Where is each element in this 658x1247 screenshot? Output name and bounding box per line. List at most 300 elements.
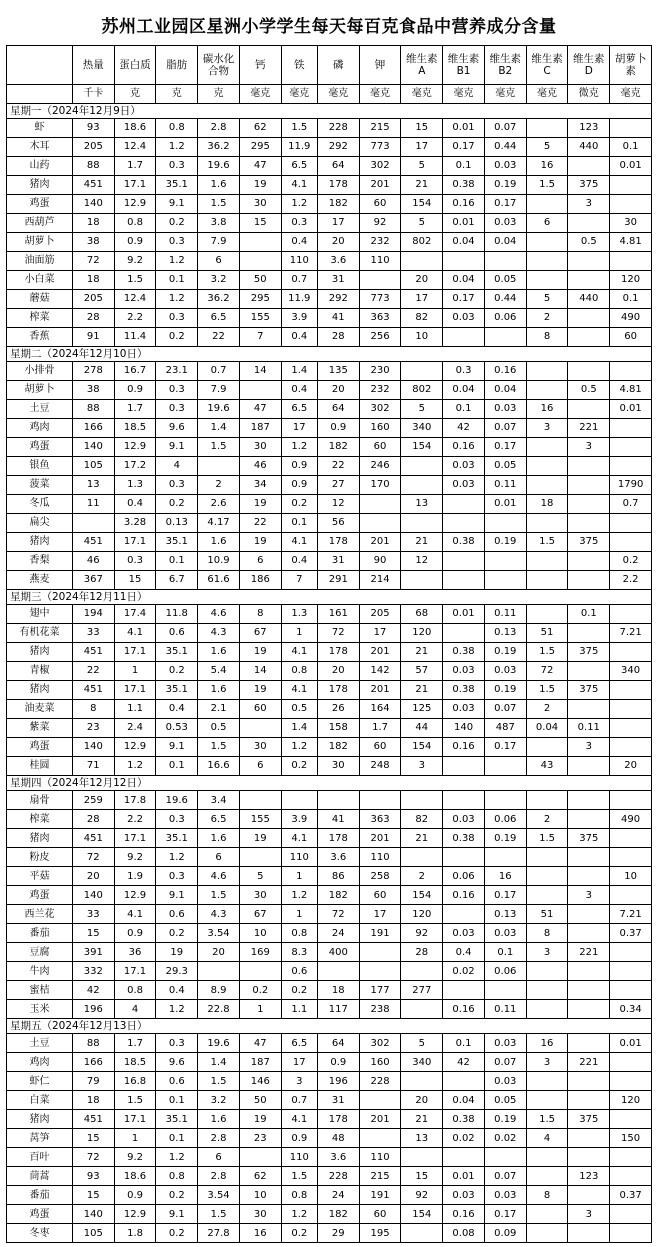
nutrient-value-cell: 391 — [72, 943, 114, 962]
nutrient-value-cell: 1.5 — [526, 681, 568, 700]
nutrient-value-cell: 17 — [401, 290, 443, 309]
nutrient-value-cell: 196 — [72, 1000, 114, 1019]
nutrient-value-cell: 215 — [359, 119, 401, 138]
day-group-label: 星期二（2024年12月10日） — [7, 347, 652, 362]
nutrient-value-cell: 451 — [72, 829, 114, 848]
nutrient-value-cell: 4.81 — [610, 381, 652, 400]
nutrient-value-cell: 164 — [359, 700, 401, 719]
nutrient-value-cell: 178 — [317, 681, 359, 700]
nutrient-value-cell: 3.6 — [317, 848, 359, 867]
nutrient-value-cell: 0.8 — [156, 119, 198, 138]
nutrient-value-cell — [359, 271, 401, 290]
header-cell-nutrient: 维生素D — [568, 46, 610, 85]
nutrient-value-cell — [239, 962, 281, 981]
header-cell-nutrient: 胡萝卜素 — [610, 46, 652, 85]
nutrient-value-cell: 9.1 — [156, 195, 198, 214]
nutrient-value-cell: 0.3 — [443, 362, 485, 381]
nutrient-value-cell: 0.03 — [443, 700, 485, 719]
nutrient-value-cell: 277 — [401, 981, 443, 1000]
nutrient-value-cell: 161 — [317, 605, 359, 624]
food-name-cell: 西葫芦 — [7, 214, 73, 233]
nutrient-value-cell: 9.1 — [156, 886, 198, 905]
nutrient-value-cell: 61.6 — [198, 571, 240, 590]
food-name-cell: 粉皮 — [7, 848, 73, 867]
nutrient-value-cell: 0.4 — [114, 495, 156, 514]
nutrient-value-cell — [443, 624, 485, 643]
nutrient-value-cell: 154 — [401, 886, 443, 905]
nutrient-value-cell: 0.9 — [317, 1053, 359, 1072]
nutrient-value-cell: 375 — [568, 176, 610, 195]
nutrient-value-cell: 0.9 — [114, 381, 156, 400]
nutrient-value-cell — [610, 438, 652, 457]
nutrient-value-cell: 0.19 — [484, 681, 526, 700]
nutrient-value-cell: 7.9 — [198, 233, 240, 252]
nutrient-value-cell — [443, 552, 485, 571]
nutrient-value-cell: 93 — [72, 119, 114, 138]
nutrient-value-cell: 154 — [401, 738, 443, 757]
nutrient-value-cell: 0.1 — [610, 290, 652, 309]
nutrient-value-cell: 0.4 — [281, 552, 317, 571]
header-cell-nutrient: 维生素B1 — [443, 46, 485, 85]
nutrient-value-cell — [610, 962, 652, 981]
nutrient-value-cell: 9.6 — [156, 1053, 198, 1072]
nutrient-value-cell — [239, 381, 281, 400]
table-row — [7, 1110, 652, 1129]
table-row — [7, 309, 652, 328]
nutrient-value-cell — [401, 252, 443, 271]
nutrient-value-cell: 30 — [239, 738, 281, 757]
nutrient-value-cell: 1.2 — [156, 848, 198, 867]
nutrient-value-cell: 1.6 — [198, 533, 240, 552]
nutrient-value-cell: 3.4 — [198, 791, 240, 810]
nutrient-value-cell: 178 — [317, 533, 359, 552]
nutrient-value-cell: 17 — [317, 214, 359, 233]
nutrient-value-cell: 47 — [239, 157, 281, 176]
nutrient-value-cell: 1.6 — [198, 829, 240, 848]
nutrient-value-cell: 16 — [484, 867, 526, 886]
nutrient-value-cell: 0.11 — [484, 1000, 526, 1019]
food-name-cell: 榨菜 — [7, 810, 73, 829]
nutrient-value-cell — [526, 252, 568, 271]
table-row — [7, 1167, 652, 1186]
nutrient-value-cell: 8 — [526, 328, 568, 347]
nutrient-value-cell: 0.7 — [610, 495, 652, 514]
table-row — [7, 476, 652, 495]
nutrient-value-cell — [239, 791, 281, 810]
nutrient-value-cell: 6.5 — [198, 309, 240, 328]
table-head — [7, 46, 652, 104]
nutrient-value-cell: 160 — [359, 419, 401, 438]
nutrient-value-cell: 90 — [359, 552, 401, 571]
nutrient-value-cell: 92 — [401, 924, 443, 943]
nutrient-value-cell: 19 — [239, 643, 281, 662]
nutrient-value-cell: 214 — [359, 571, 401, 590]
nutrient-value-cell: 0.03 — [443, 457, 485, 476]
nutrient-value-cell: 258 — [359, 867, 401, 886]
nutrient-value-cell: 88 — [72, 1034, 114, 1053]
nutrient-value-cell: 21 — [401, 1110, 443, 1129]
nutrient-value-cell: 3 — [568, 1205, 610, 1224]
nutrient-value-cell: 1.6 — [198, 681, 240, 700]
nutrient-value-cell: 196 — [317, 1072, 359, 1091]
nutrient-value-cell: 18.6 — [114, 119, 156, 138]
nutrient-value-cell: 19 — [239, 495, 281, 514]
nutrient-value-cell: 3 — [281, 1072, 317, 1091]
nutrient-value-cell — [484, 791, 526, 810]
table-row — [7, 848, 652, 867]
nutrient-value-cell: 6 — [198, 1148, 240, 1167]
nutrient-value-cell: 42 — [443, 419, 485, 438]
nutrient-value-cell: 60 — [359, 738, 401, 757]
table-row — [7, 533, 652, 552]
nutrient-value-cell: 15 — [114, 571, 156, 590]
nutrient-value-cell — [484, 981, 526, 1000]
nutrient-value-cell — [526, 271, 568, 290]
nutrient-value-cell: 1.2 — [281, 886, 317, 905]
nutrient-value-cell — [401, 476, 443, 495]
nutrient-value-cell: 16.7 — [114, 362, 156, 381]
nutrient-value-cell — [401, 1148, 443, 1167]
nutrient-value-cell — [568, 476, 610, 495]
nutrient-value-cell: 0.01 — [610, 157, 652, 176]
nutrient-value-cell: 110 — [281, 848, 317, 867]
nutrient-value-cell: 182 — [317, 886, 359, 905]
nutrient-value-cell: 0.01 — [610, 400, 652, 419]
nutrient-value-cell — [401, 1000, 443, 1019]
nutrient-value-cell: 0.4 — [281, 381, 317, 400]
nutrient-value-cell: 20 — [317, 381, 359, 400]
nutrient-value-cell: 110 — [281, 1148, 317, 1167]
nutrient-value-cell: 292 — [317, 138, 359, 157]
nutrient-value-cell: 187 — [239, 1053, 281, 1072]
nutrient-value-cell: 0.02 — [484, 1129, 526, 1148]
nutrient-value-cell — [568, 252, 610, 271]
nutrient-value-cell: 201 — [359, 176, 401, 195]
nutrient-value-cell: 332 — [72, 962, 114, 981]
food-name-cell: 菠菜 — [7, 476, 73, 495]
nutrient-value-cell: 30 — [239, 438, 281, 457]
nutrient-value-cell: 57 — [401, 662, 443, 681]
food-name-cell: 蜜桔 — [7, 981, 73, 1000]
nutrient-value-cell: 221 — [568, 943, 610, 962]
nutrient-value-cell: 9.6 — [156, 419, 198, 438]
nutrient-value-cell: 1.5 — [526, 176, 568, 195]
nutrient-value-cell: 22.8 — [198, 1000, 240, 1019]
food-name-cell: 莴笋 — [7, 1129, 73, 1148]
nutrient-value-cell: 0.04 — [484, 233, 526, 252]
nutrient-value-cell: 140 — [72, 195, 114, 214]
day-group-label: 星期五（2024年12月13日） — [7, 1019, 652, 1034]
food-name-cell: 冬枣 — [7, 1224, 73, 1243]
nutrient-value-cell: 7.21 — [610, 905, 652, 924]
nutrient-value-cell: 142 — [359, 662, 401, 681]
unit-cell: 毫克 — [443, 85, 485, 104]
nutrient-value-cell: 1.5 — [198, 438, 240, 457]
nutrient-value-cell: 0.04 — [484, 381, 526, 400]
nutrient-value-cell — [568, 495, 610, 514]
food-name-cell: 猪肉 — [7, 643, 73, 662]
nutrient-value-cell: 0.5 — [281, 700, 317, 719]
nutrient-value-cell: 19 — [156, 943, 198, 962]
nutrient-value-cell: 0.04 — [526, 719, 568, 738]
nutrient-value-cell: 0.4 — [156, 981, 198, 1000]
nutrient-value-cell: 3.54 — [198, 1186, 240, 1205]
nutrient-value-cell: 18 — [526, 495, 568, 514]
nutrient-value-cell: 20 — [198, 943, 240, 962]
nutrient-value-cell: 232 — [359, 381, 401, 400]
nutrient-value-cell: 50 — [239, 1091, 281, 1110]
nutrient-value-cell — [359, 1129, 401, 1148]
nutrient-value-cell: 205 — [72, 138, 114, 157]
nutrient-value-cell: 0.16 — [443, 195, 485, 214]
nutrient-value-cell — [443, 252, 485, 271]
nutrient-value-cell: 67 — [239, 624, 281, 643]
nutrient-value-cell: 375 — [568, 1110, 610, 1129]
nutrient-value-cell: 1.2 — [156, 252, 198, 271]
nutrient-value-cell: 1.2 — [281, 738, 317, 757]
nutrient-value-cell: 5 — [401, 214, 443, 233]
nutrient-value-cell: 4.6 — [198, 867, 240, 886]
nutrient-value-cell: 0.8 — [281, 662, 317, 681]
nutrient-value-cell — [568, 848, 610, 867]
header-cell-nutrient: 磷 — [317, 46, 359, 85]
nutrient-value-cell: 0.05 — [484, 271, 526, 290]
nutrient-value-cell — [610, 457, 652, 476]
nutrient-value-cell — [610, 533, 652, 552]
nutrient-value-cell: 0.1 — [156, 1091, 198, 1110]
table-row — [7, 1148, 652, 1167]
nutrient-value-cell: 19 — [239, 829, 281, 848]
unit-cell: 克 — [156, 85, 198, 104]
nutrient-value-cell: 3 — [568, 195, 610, 214]
header-cell-nutrient: 维生素C — [526, 46, 568, 85]
nutrient-value-cell: 20 — [317, 233, 359, 252]
nutrient-value-cell — [610, 719, 652, 738]
nutrient-value-cell: 0.03 — [484, 1186, 526, 1205]
nutrient-value-cell: 110 — [359, 848, 401, 867]
nutrient-value-cell: 182 — [317, 438, 359, 457]
nutrient-value-cell: 15 — [72, 924, 114, 943]
nutrient-value-cell: 110 — [359, 252, 401, 271]
nutrient-value-cell — [568, 271, 610, 290]
nutrient-value-cell: 3.8 — [198, 214, 240, 233]
nutrient-value-cell: 201 — [359, 1110, 401, 1129]
nutrient-value-cell — [359, 943, 401, 962]
table-row — [7, 1224, 652, 1243]
nutrient-value-cell: 0.4 — [156, 700, 198, 719]
nutrient-value-cell: 4.1 — [281, 681, 317, 700]
nutrient-value-cell — [526, 514, 568, 533]
nutrient-value-cell: 24 — [317, 1186, 359, 1205]
nutrient-value-cell: 0.17 — [484, 438, 526, 457]
nutrient-value-cell: 0.9 — [114, 924, 156, 943]
food-name-cell: 鸡蛋 — [7, 1205, 73, 1224]
food-name-cell: 榨菜 — [7, 309, 73, 328]
nutrient-value-cell: 302 — [359, 1034, 401, 1053]
nutrient-value-cell: 11.9 — [281, 290, 317, 309]
food-name-cell: 鸡肉 — [7, 419, 73, 438]
nutrient-value-cell: 4.6 — [198, 605, 240, 624]
nutrient-value-cell — [239, 719, 281, 738]
nutrient-value-cell: 3 — [568, 438, 610, 457]
nutrient-value-cell: 238 — [359, 1000, 401, 1019]
nutrient-value-cell: 158 — [317, 719, 359, 738]
nutrient-value-cell: 12.4 — [114, 138, 156, 157]
food-name-cell: 白菜 — [7, 1091, 73, 1110]
nutrient-value-cell: 16 — [526, 157, 568, 176]
nutrient-value-cell: 0.8 — [114, 214, 156, 233]
nutrient-value-cell: 0.17 — [484, 738, 526, 757]
nutrient-value-cell: 0.2 — [156, 1224, 198, 1243]
nutrient-value-cell — [610, 252, 652, 271]
nutrient-value-cell: 0.05 — [484, 457, 526, 476]
nutrient-value-cell: 0.37 — [610, 924, 652, 943]
nutrient-value-cell: 3.2 — [198, 271, 240, 290]
table-row — [7, 328, 652, 347]
table-row — [7, 962, 652, 981]
nutrient-value-cell: 178 — [317, 176, 359, 195]
nutrient-value-cell — [239, 233, 281, 252]
nutrient-value-cell: 4.1 — [114, 905, 156, 924]
nutrient-value-cell: 0.5 — [568, 233, 610, 252]
nutrient-value-cell: 5.4 — [198, 662, 240, 681]
nutrient-value-cell: 2 — [401, 867, 443, 886]
nutrient-value-cell: 23 — [72, 719, 114, 738]
nutrient-value-cell: 182 — [317, 1205, 359, 1224]
nutrient-value-cell: 72 — [526, 662, 568, 681]
nutrient-value-cell: 292 — [317, 290, 359, 309]
table-row — [7, 1000, 652, 1019]
nutrient-value-cell: 232 — [359, 233, 401, 252]
nutrient-value-cell — [72, 514, 114, 533]
nutrient-value-cell: 1.7 — [359, 719, 401, 738]
nutrient-value-cell: 0.38 — [443, 829, 485, 848]
nutrient-value-cell: 21 — [401, 681, 443, 700]
table-row — [7, 119, 652, 138]
nutrient-value-cell: 46 — [72, 552, 114, 571]
nutrient-value-cell — [568, 1224, 610, 1243]
nutrient-value-cell: 17.1 — [114, 643, 156, 662]
food-name-cell: 桂圆 — [7, 757, 73, 776]
nutrient-value-cell: 0.11 — [484, 476, 526, 495]
nutrient-value-cell: 4.3 — [198, 905, 240, 924]
nutrient-value-cell: 0.3 — [156, 309, 198, 328]
day-group-row — [7, 104, 652, 119]
table-row — [7, 829, 652, 848]
nutrient-value-cell: 1.1 — [281, 1000, 317, 1019]
nutrient-value-cell: 1.6 — [198, 1110, 240, 1129]
nutrient-value-cell: 91 — [72, 328, 114, 347]
nutrient-value-cell: 1.5 — [198, 1205, 240, 1224]
nutrient-value-cell: 0.19 — [484, 533, 526, 552]
food-name-cell: 平菇 — [7, 867, 73, 886]
nutrient-value-cell: 60 — [359, 438, 401, 457]
nutrient-value-cell: 13 — [401, 495, 443, 514]
nutrient-value-cell: 22 — [239, 514, 281, 533]
nutrient-value-cell — [610, 1224, 652, 1243]
nutrient-value-cell: 375 — [568, 681, 610, 700]
nutrient-value-cell: 0.2 — [156, 1186, 198, 1205]
nutrient-value-cell: 2.2 — [114, 810, 156, 829]
food-name-cell: 香蕉 — [7, 328, 73, 347]
nutrient-value-cell: 17 — [401, 138, 443, 157]
table-row — [7, 271, 652, 290]
nutrient-value-cell — [526, 438, 568, 457]
food-name-cell: 西兰花 — [7, 905, 73, 924]
nutrient-value-cell: 2 — [526, 700, 568, 719]
nutrient-value-cell: 29 — [317, 1224, 359, 1243]
nutrient-value-cell: 150 — [610, 1129, 652, 1148]
nutrient-value-cell: 12.4 — [114, 290, 156, 309]
nutrient-value-cell: 5 — [401, 400, 443, 419]
food-name-cell: 胡萝卜 — [7, 381, 73, 400]
nutrient-value-cell: 6 — [239, 757, 281, 776]
nutrient-value-cell: 8 — [526, 1186, 568, 1205]
nutrient-value-cell: 140 — [72, 1205, 114, 1224]
nutrient-value-cell: 30 — [610, 214, 652, 233]
nutrient-value-cell — [610, 886, 652, 905]
nutrient-value-cell: 0.1 — [156, 1129, 198, 1148]
nutrient-value-cell: 0.1 — [281, 514, 317, 533]
nutrient-value-cell: 0.9 — [317, 419, 359, 438]
nutrient-value-cell: 7 — [281, 571, 317, 590]
nutrient-value-cell: 0.03 — [443, 924, 485, 943]
day-group-label: 星期四（2024年12月12日） — [7, 776, 652, 791]
header-cell-nutrient: 维生素B2 — [484, 46, 526, 85]
nutrient-value-cell: 0.17 — [443, 290, 485, 309]
nutrient-value-cell: 451 — [72, 643, 114, 662]
nutrient-value-cell: 28 — [72, 810, 114, 829]
nutrient-value-cell: 451 — [72, 533, 114, 552]
nutrient-value-cell: 8 — [526, 924, 568, 943]
nutrient-value-cell: 22 — [317, 457, 359, 476]
nutrient-value-cell — [443, 848, 485, 867]
nutrient-value-cell — [568, 1186, 610, 1205]
nutrient-value-cell: 0.07 — [484, 700, 526, 719]
nutrient-value-cell — [484, 328, 526, 347]
nutrient-value-cell: 19.6 — [198, 400, 240, 419]
nutrient-value-cell: 7.21 — [610, 624, 652, 643]
nutrient-value-cell: 2.1 — [198, 700, 240, 719]
nutrient-value-cell: 10 — [239, 924, 281, 943]
food-name-cell: 胡萝卜 — [7, 233, 73, 252]
nutrient-value-cell: 4.1 — [114, 624, 156, 643]
food-name-cell: 百叶 — [7, 1148, 73, 1167]
nutrient-value-cell: 0.01 — [443, 119, 485, 138]
nutrient-value-cell — [526, 1072, 568, 1091]
food-name-cell: 鸡蛋 — [7, 438, 73, 457]
nutrient-value-cell: 4.1 — [281, 829, 317, 848]
nutrient-value-cell: 30 — [239, 195, 281, 214]
nutrient-value-cell — [610, 605, 652, 624]
food-name-cell: 猪肉 — [7, 176, 73, 195]
nutrient-value-cell: 140 — [443, 719, 485, 738]
nutrient-value-cell: 21 — [401, 643, 443, 662]
nutrient-value-cell: 0.2 — [156, 662, 198, 681]
nutrient-value-cell: 0.3 — [156, 476, 198, 495]
food-name-cell: 番茄 — [7, 1186, 73, 1205]
food-name-cell: 油面筋 — [7, 252, 73, 271]
nutrient-value-cell — [526, 1224, 568, 1243]
nutrient-value-cell — [359, 962, 401, 981]
nutrient-value-cell: 16.8 — [114, 1072, 156, 1091]
nutrient-value-cell: 451 — [72, 176, 114, 195]
nutrient-value-cell: 11.9 — [281, 138, 317, 157]
nutrient-value-cell: 170 — [359, 476, 401, 495]
nutrient-value-cell: 0.04 — [443, 1091, 485, 1110]
nutrient-value-cell — [239, 848, 281, 867]
nutrient-value-cell: 16.6 — [198, 757, 240, 776]
